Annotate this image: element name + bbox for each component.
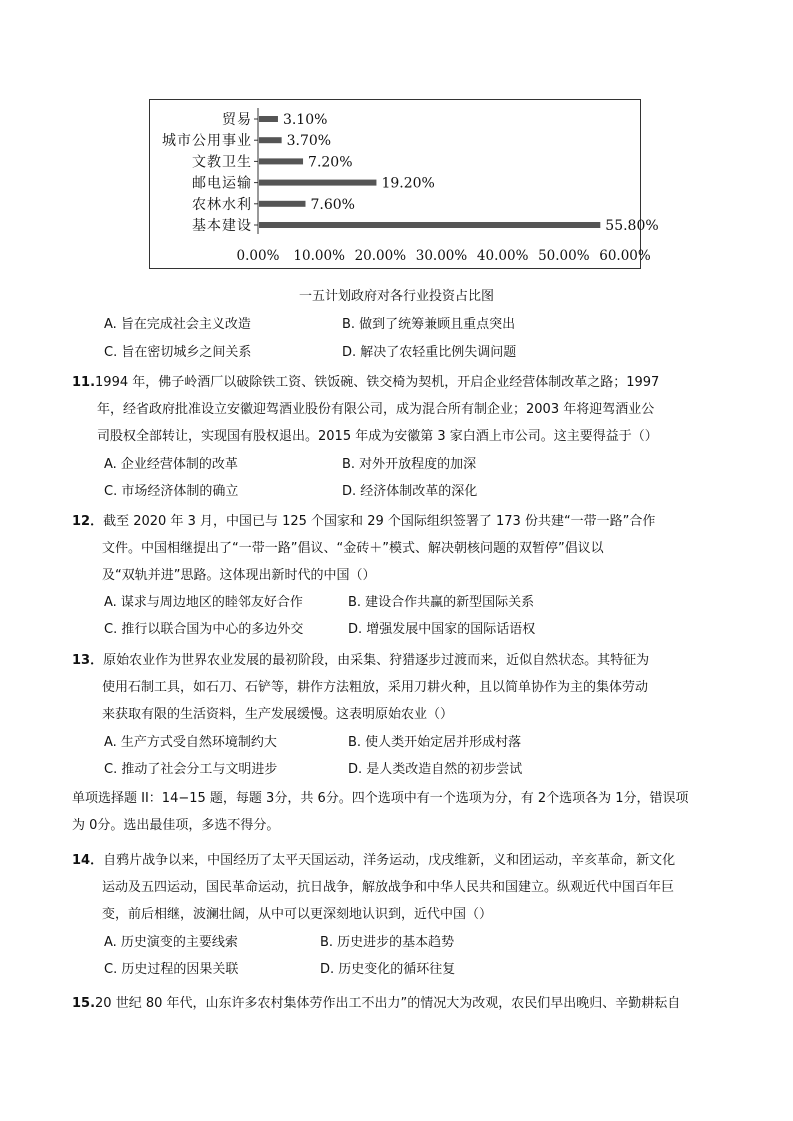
bar-4 <box>259 201 305 207</box>
q13-number: 13． <box>72 653 104 668</box>
q12-line-1 <box>72 513 655 531</box>
data-label-0: 3.10% <box>282 112 328 128</box>
q11-number: 11. <box>72 375 96 390</box>
data-label-1: 3.70% <box>286 133 332 150</box>
q13-text-1: 原始农业作为世界农业发展的最初阶段，由采集、狩猎逐步过渡而来，近似自然状态。其特征为 <box>103 653 650 668</box>
q11-option-c: C. 市场经济体制的确立 <box>104 484 239 499</box>
category-label-0: 贸易 <box>222 112 252 128</box>
q14-option-d: D. 历史变化的循环往复 <box>320 962 456 977</box>
q14-option-b: B. 历史进步的基本趋势 <box>320 935 455 950</box>
q10-option-b: B. 做到了统筹兼顾且重点突出 <box>342 317 516 332</box>
x-tick-label-1: 10.00% <box>293 248 345 264</box>
q12-option-b: B. 建设合作共赢的新型国际关系 <box>348 595 535 610</box>
q13-option-a: A. 生产方式受自然环境制约大 <box>104 735 277 750</box>
category-label-4: 农林水利 <box>192 196 252 213</box>
q15-number: 15. <box>72 996 96 1011</box>
category-label-5: 基本建设 <box>192 218 252 234</box>
q14-line-1 <box>72 852 675 870</box>
bar-2 <box>259 158 303 164</box>
q14-line-2: 运动及五四运动，国民革命运动，抗日战争，解放战争和中华人民共和国建立。纵观近代中国百年巨 <box>102 880 675 895</box>
x-tick-label-2: 20.00% <box>354 248 407 264</box>
q14-line-3: 变，前后相继，波澜壮阔，从中可以更深刻地认识到，近代中国（） <box>102 907 493 922</box>
q14-text-1: 自鸦片战争以来，中国经历了太平天国运动，洋务运动，戊戌维新，义和团运动，辛亥革命，新文化 <box>103 853 676 868</box>
bar-3 <box>259 180 376 186</box>
chart-svg <box>150 100 659 268</box>
q10-option-a: A. 旨在完成社会主义改造 <box>104 317 251 332</box>
bar-5 <box>259 222 600 228</box>
section-instructions-line-2: 为 0分。选出最佳项，多选不得分。 <box>72 818 280 833</box>
category-label-3: 邮电运输 <box>192 175 252 192</box>
section-instructions-line-1: 单项选择题 II：14−15 题，每题 3分，共 6分。四个选项中有一个选项为分，有 2个选项各为 1分，错误项 <box>72 791 689 806</box>
bar-1 <box>259 137 282 143</box>
x-tick-label-0: 0.00% <box>236 248 280 264</box>
q12-option-a: A. 谋求与周边地区的睦邻友好合作 <box>104 595 303 610</box>
data-label-2: 7.20% <box>308 154 353 171</box>
q13-line-3: 来获取有限的生活资料，生产发展缓慢。这表明原始农业（） <box>102 707 454 722</box>
q14-number: 14． <box>72 853 104 868</box>
q11-line-3: 司股权全部转让，实现国有股权退出。2015 年成为安徽第 3 家白酒上市公司。这主要得益于（） <box>97 429 658 444</box>
q14-option-c: C. 历史过程的因果关联 <box>104 962 239 977</box>
q13-line-2: 使用石制工具，如石刀、石铲等，耕作方法粗放，采用刀耕火种，且以简单协作为主的集体劳动 <box>102 680 649 695</box>
q10-option-c: C. 旨在密切城乡之间关系 <box>104 345 252 360</box>
q11-option-a: A. 企业经营体制的改革 <box>104 457 238 472</box>
q13-option-d: D. 是人类改造自然的初步尝试 <box>348 762 523 777</box>
x-tick-label-6: 60.00% <box>599 248 651 264</box>
q15-line-1 <box>72 995 680 1013</box>
q11-option-b: B. 对外开放程度的加深 <box>342 457 477 472</box>
category-label-1: 城市公用事业 <box>162 133 252 150</box>
q12-number: 12． <box>72 514 104 529</box>
data-label-4: 7.60% <box>310 196 355 213</box>
q14-option-a: A. 历史演变的主要线索 <box>104 935 238 950</box>
data-label-3: 19.20% <box>381 175 435 192</box>
x-tick-label-5: 50.00% <box>538 248 590 264</box>
q12-text-1: 截至 2020 年 3 月，中国已与 125 个国家和 29 个国际组织签署了 173 份共建“一带一路”合作 <box>103 514 656 529</box>
data-label-5: 55.80% <box>605 218 659 234</box>
q13-option-c: C. 推动了社会分工与文明进步 <box>104 762 278 777</box>
q15-text-1: 20 世纪 80 年代，山东许多农村集体劳作出工不出力”的情况大为改观，农民们早出晚归、辛勤耕耘自 <box>95 996 681 1011</box>
bar-0 <box>259 116 278 122</box>
q13-option-b: B. 使人类开始定居并形成村落 <box>348 735 522 750</box>
q12-option-d: D. 增强发展中国家的国际话语权 <box>348 622 536 637</box>
q11-option-d: D. 经济体制改革的深化 <box>342 484 478 499</box>
q12-option-c: C. 推行以联合国为中心的多边外交 <box>104 622 304 637</box>
q12-line-2: 文件。中国相继提出了“一带一路”倡议、“金砖＋”模式、解决朝核问题的双暂停”倡议以 <box>102 541 604 556</box>
q12-line-3: 及“双轨并进”思路。这体现出新时代的中国（） <box>102 568 376 583</box>
q11-text-1: 1994 年，佛子岭酒厂以破除铁工资、铁饭碗、铁交椅为契机，开启企业经营体制改革之路；1997 <box>95 375 660 390</box>
category-label-2: 文教卫生 <box>192 154 252 171</box>
x-tick-label-3: 30.00% <box>415 248 468 264</box>
investment-bar-chart <box>149 99 659 269</box>
x-tick-label-4: 40.00% <box>476 248 529 264</box>
q11-line-1 <box>72 374 659 392</box>
q13-line-1 <box>72 652 649 670</box>
q10-option-d: D. 解决了农轻重比例失调问题 <box>342 345 517 360</box>
chart-title: 一五计划政府对各行业投资占比图 <box>298 289 494 304</box>
q11-line-2: 年，经省政府批准设立安徽迎驾酒业股份有限公司，成为混合所有制企业；2003 年将迎驾酒业公 <box>97 402 655 417</box>
